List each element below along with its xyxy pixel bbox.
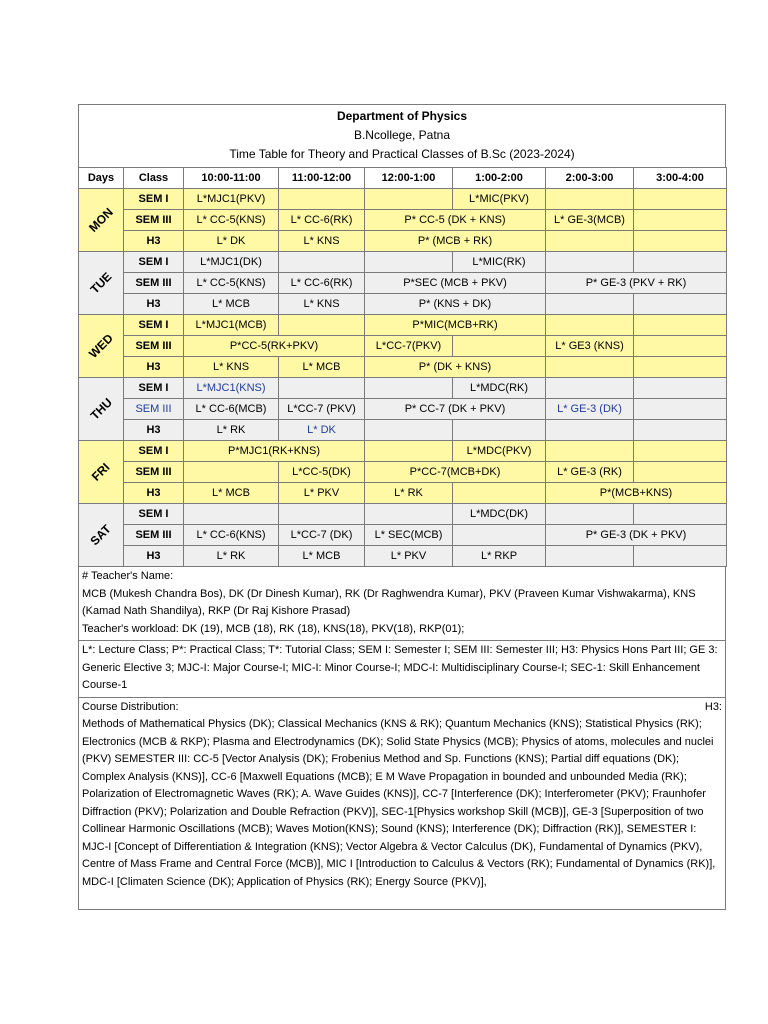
class-cell: SEM III bbox=[124, 525, 184, 546]
teachers-workload: Teacher's workload: DK (19), MCB (18), RK (18), KNS(18), PKV(18), RKP(01); bbox=[82, 622, 465, 635]
slot-cell: L* CC-5(KNS) bbox=[184, 210, 279, 231]
slot-cell bbox=[634, 504, 727, 525]
col-slot-6: 3:00-4:00 bbox=[634, 168, 727, 189]
class-cell: SEM I bbox=[124, 504, 184, 525]
slot-cell bbox=[546, 378, 634, 399]
slot-cell bbox=[546, 189, 634, 210]
slot-cell bbox=[634, 294, 727, 315]
table-row bbox=[79, 462, 727, 483]
slot-cell bbox=[279, 378, 365, 399]
slot-cell bbox=[634, 420, 727, 441]
slot-cell bbox=[365, 420, 453, 441]
table-row bbox=[79, 525, 727, 546]
course-h3-label: H3: bbox=[704, 700, 722, 713]
table-row bbox=[79, 441, 727, 462]
slot-cell: L* CC-6(KNS) bbox=[184, 525, 279, 546]
slot-cell: L* CC-6(MCB) bbox=[184, 399, 279, 420]
slot-cell: L*MDC(DK) bbox=[453, 504, 546, 525]
col-slot-1: 10:00-11:00 bbox=[184, 168, 279, 189]
slot-cell bbox=[634, 231, 727, 252]
slot-cell bbox=[184, 504, 279, 525]
slot-cell: P* GE-3 (PKV + RK) bbox=[546, 273, 727, 294]
slot-cell: L*CC-7 (PKV) bbox=[279, 399, 365, 420]
slot-cell bbox=[365, 252, 453, 273]
slot-cell: P* (DK + KNS) bbox=[365, 357, 546, 378]
slot-cell: L*MDC(PKV) bbox=[453, 441, 546, 462]
day-thu: THU bbox=[79, 378, 124, 441]
slot-cell bbox=[546, 504, 634, 525]
day-tue: TUE bbox=[79, 252, 124, 315]
class-cell: SEM III bbox=[124, 336, 184, 357]
slot-cell bbox=[453, 525, 546, 546]
slot-cell: L*CC-7 (DK) bbox=[279, 525, 365, 546]
class-cell: H3 bbox=[124, 231, 184, 252]
table-row bbox=[79, 399, 727, 420]
slot-cell bbox=[634, 546, 727, 567]
college-name: B.Ncollege, Patna bbox=[353, 128, 451, 142]
slot-cell bbox=[546, 357, 634, 378]
slot-cell bbox=[546, 231, 634, 252]
slot-cell bbox=[546, 252, 634, 273]
table-row bbox=[79, 483, 727, 504]
slot-cell: L* GE-3(MCB) bbox=[546, 210, 634, 231]
legend-text: L*: Lecture Class; P*: Practical Class; T*: Tutorial Class; SEM I: Semester I; SEM III: Semester III; H3: Physics Hons Part III; GE 3: Generic Elective 3; MJC-I: Major Course-I; MIC-I: Minor Course-I; MDC-I: Multidisciplinary Course-I; SEC-1: Skill Enhancement Course-1 bbox=[82, 644, 718, 691]
slot-cell: P*(MCB+KNS) bbox=[546, 483, 727, 504]
class-cell: SEM I bbox=[124, 378, 184, 399]
class-cell: SEM III bbox=[124, 273, 184, 294]
day-sat: SAT bbox=[79, 504, 124, 567]
slot-cell bbox=[546, 315, 634, 336]
slot-cell bbox=[546, 546, 634, 567]
table-row bbox=[79, 252, 727, 273]
class-cell: SEM I bbox=[124, 189, 184, 210]
slot-cell: P*MJC1(RK+KNS) bbox=[184, 441, 365, 462]
slot-cell bbox=[279, 315, 365, 336]
slot-cell: P*CC-7(MCB+DK) bbox=[365, 462, 546, 483]
slot-cell: L* DK bbox=[279, 420, 365, 441]
col-slot-3: 12:00-1:00 bbox=[365, 168, 453, 189]
teachers-names: MCB (Mukesh Chandra Bos), DK (Dr Dinesh Kumar), RK (Dr Raghwendra Kumar), PKV (Praveen Kumar Vishwakarma), KNS (Kamad Nath Shandilya), RKP (Dr Raj Kishore Prasad) bbox=[82, 587, 696, 617]
table-row bbox=[79, 378, 727, 399]
day-fri: FRI bbox=[79, 441, 124, 504]
slot-cell: L*MJC1(MCB) bbox=[184, 315, 279, 336]
legend-section bbox=[78, 641, 726, 698]
slot-cell: L* RKP bbox=[453, 546, 546, 567]
slot-cell bbox=[365, 441, 453, 462]
slot-cell bbox=[634, 315, 727, 336]
slot-cell bbox=[634, 210, 727, 231]
table-row bbox=[79, 336, 727, 357]
course-heading-line bbox=[82, 699, 722, 717]
class-cell: H3 bbox=[124, 420, 184, 441]
slot-cell: L* MCB bbox=[184, 483, 279, 504]
slot-cell bbox=[546, 420, 634, 441]
slot-cell: L*MIC(PKV) bbox=[453, 189, 546, 210]
slot-cell bbox=[634, 462, 727, 483]
slot-cell: L* MCB bbox=[279, 546, 365, 567]
class-cell: SEM III bbox=[124, 399, 184, 420]
timetable-sheet bbox=[78, 104, 726, 910]
class-cell: H3 bbox=[124, 483, 184, 504]
slot-cell: L* KNS bbox=[184, 357, 279, 378]
slot-cell bbox=[546, 294, 634, 315]
slot-cell: L* PKV bbox=[365, 546, 453, 567]
table-row bbox=[79, 504, 727, 525]
slot-cell bbox=[279, 189, 365, 210]
header-row bbox=[79, 168, 727, 189]
course-heading: Course Distribution: bbox=[82, 700, 179, 713]
slot-cell: P*MIC(MCB+RK) bbox=[365, 315, 546, 336]
course-body: Methods of Mathematical Physics (DK); Classical Mechanics (KNS & RK); Quantum Mechanics (KNS); Statistical Physics (RK); Electronics (MCB & RKP); Plasma and Electrodynamics (DK); Solid State Physics (MCB); Physics of atoms, molecules and nuclei (PKV) SEMESTER III: CC-5 [Vector Analysis (DK); Frobenius Method and Sp. Functions (KNS); Partial diff equations (DK); Complex Analysis (KNS)], CC-6 [Maxwell Equations (MCB); E M Wave Propagation in bounded and unbounded Media (RK); Polarization of Electromagnetic Waves (RK); A. Wave Guides (KNS)], CC-7 [Interference (DK); Interferometer (PKV); Fraunhofer Diffraction (PKV); Polarization and Double Refraction (PKV)], SEC-1[Physics workshop Skill (MCB)], GE-3 [Superposition of two Collinear Harmonic Oscillations (MCB); Waves Motion(KNS); Sound (KNS); Interference (DK); Diffraction (RK)], SEMESTER I: MJC-I [Concept of Differentiation & Integration (KNS); Vector Algebra & Vector Calculus (DK), Fundamental of Dynamics (PKV), Centre of Mass Frame and Central Force (MCB)], MIC I [Introduction to Calculus & Vectors (RK); Fundamental of Dynamics (RK)], MDC-I [Climaten Science (DK); Application of Physics (RK); Energy Source (PKV)], bbox=[82, 718, 716, 888]
class-cell: H3 bbox=[124, 294, 184, 315]
class-cell: SEM I bbox=[124, 252, 184, 273]
table-row bbox=[79, 420, 727, 441]
slot-cell: L* GE-3 (RK) bbox=[546, 462, 634, 483]
slot-cell: L* GE3 (KNS) bbox=[546, 336, 634, 357]
slot-cell: L* CC-6(RK) bbox=[279, 273, 365, 294]
col-slot-2: 11:00-12:00 bbox=[279, 168, 365, 189]
slot-cell: P* (MCB + RK) bbox=[365, 231, 546, 252]
slot-cell bbox=[634, 252, 727, 273]
table-row bbox=[79, 294, 727, 315]
course-section bbox=[78, 698, 726, 911]
col-class: Class bbox=[124, 168, 184, 189]
slot-cell: L*MIC(RK) bbox=[453, 252, 546, 273]
slot-cell: L* CC-6(RK) bbox=[279, 210, 365, 231]
table-row bbox=[79, 189, 727, 210]
day-wed: WED bbox=[79, 315, 124, 378]
slot-cell bbox=[634, 189, 727, 210]
slot-cell bbox=[279, 504, 365, 525]
slot-cell: L*MJC1(PKV) bbox=[184, 189, 279, 210]
slot-cell bbox=[453, 336, 546, 357]
table-row bbox=[79, 231, 727, 252]
slot-cell: L*MJC1(KNS) bbox=[184, 378, 279, 399]
slot-cell bbox=[634, 378, 727, 399]
slot-cell: L*CC-7(PKV) bbox=[365, 336, 453, 357]
table-row bbox=[79, 210, 727, 231]
col-days: Days bbox=[79, 168, 124, 189]
slot-cell: L* CC-5(KNS) bbox=[184, 273, 279, 294]
class-cell: SEM III bbox=[124, 462, 184, 483]
slot-cell bbox=[634, 399, 727, 420]
table-row bbox=[79, 273, 727, 294]
slot-cell: P* (KNS + DK) bbox=[365, 294, 546, 315]
class-cell: SEM I bbox=[124, 441, 184, 462]
slot-cell: P*SEC (MCB + PKV) bbox=[365, 273, 546, 294]
slot-cell: L* KNS bbox=[279, 231, 365, 252]
timetable bbox=[78, 167, 727, 567]
department-title: Department of Physics bbox=[336, 109, 468, 123]
slot-cell bbox=[365, 378, 453, 399]
slot-cell: P* CC-7 (DK + PKV) bbox=[365, 399, 546, 420]
slot-cell: L* DK bbox=[184, 231, 279, 252]
day-mon: MON bbox=[79, 189, 124, 252]
slot-cell bbox=[184, 462, 279, 483]
table-row bbox=[79, 546, 727, 567]
class-cell: H3 bbox=[124, 546, 184, 567]
slot-cell bbox=[634, 357, 727, 378]
col-slot-4: 1:00-2:00 bbox=[453, 168, 546, 189]
slot-cell bbox=[365, 504, 453, 525]
col-slot-5: 2:00-3:00 bbox=[546, 168, 634, 189]
slot-cell bbox=[546, 441, 634, 462]
slot-cell: P*CC-5(RK+PKV) bbox=[184, 336, 365, 357]
slot-cell bbox=[634, 441, 727, 462]
teachers-heading: # Teacher's Name: bbox=[82, 570, 174, 582]
teachers-section bbox=[78, 567, 726, 641]
table-row bbox=[79, 357, 727, 378]
slot-cell bbox=[365, 189, 453, 210]
table-row bbox=[79, 315, 727, 336]
title-block bbox=[78, 104, 726, 167]
class-cell: SEM III bbox=[124, 210, 184, 231]
slot-cell: L* GE-3 (DK) bbox=[546, 399, 634, 420]
slot-cell: L* PKV bbox=[279, 483, 365, 504]
slot-cell: L* RK bbox=[184, 420, 279, 441]
class-cell: SEM I bbox=[124, 315, 184, 336]
slot-cell: L*CC-5(DK) bbox=[279, 462, 365, 483]
slot-cell: P* CC-5 (DK + KNS) bbox=[365, 210, 546, 231]
slot-cell: L* KNS bbox=[279, 294, 365, 315]
slot-cell: L* MCB bbox=[279, 357, 365, 378]
slot-cell: L* MCB bbox=[184, 294, 279, 315]
slot-cell: L*MDC(RK) bbox=[453, 378, 546, 399]
slot-cell bbox=[453, 483, 546, 504]
slot-cell: L* SEC(MCB) bbox=[365, 525, 453, 546]
slot-cell: L* RK bbox=[184, 546, 279, 567]
slot-cell: L*MJC1(DK) bbox=[184, 252, 279, 273]
slot-cell bbox=[634, 336, 727, 357]
slot-cell bbox=[279, 252, 365, 273]
slot-cell bbox=[453, 420, 546, 441]
class-cell: H3 bbox=[124, 357, 184, 378]
slot-cell: L* RK bbox=[365, 483, 453, 504]
slot-cell: P* GE-3 (DK + PKV) bbox=[546, 525, 727, 546]
timetable-title: Time Table for Theory and Practical Classes of B.Sc (2023-2024) bbox=[229, 147, 575, 161]
